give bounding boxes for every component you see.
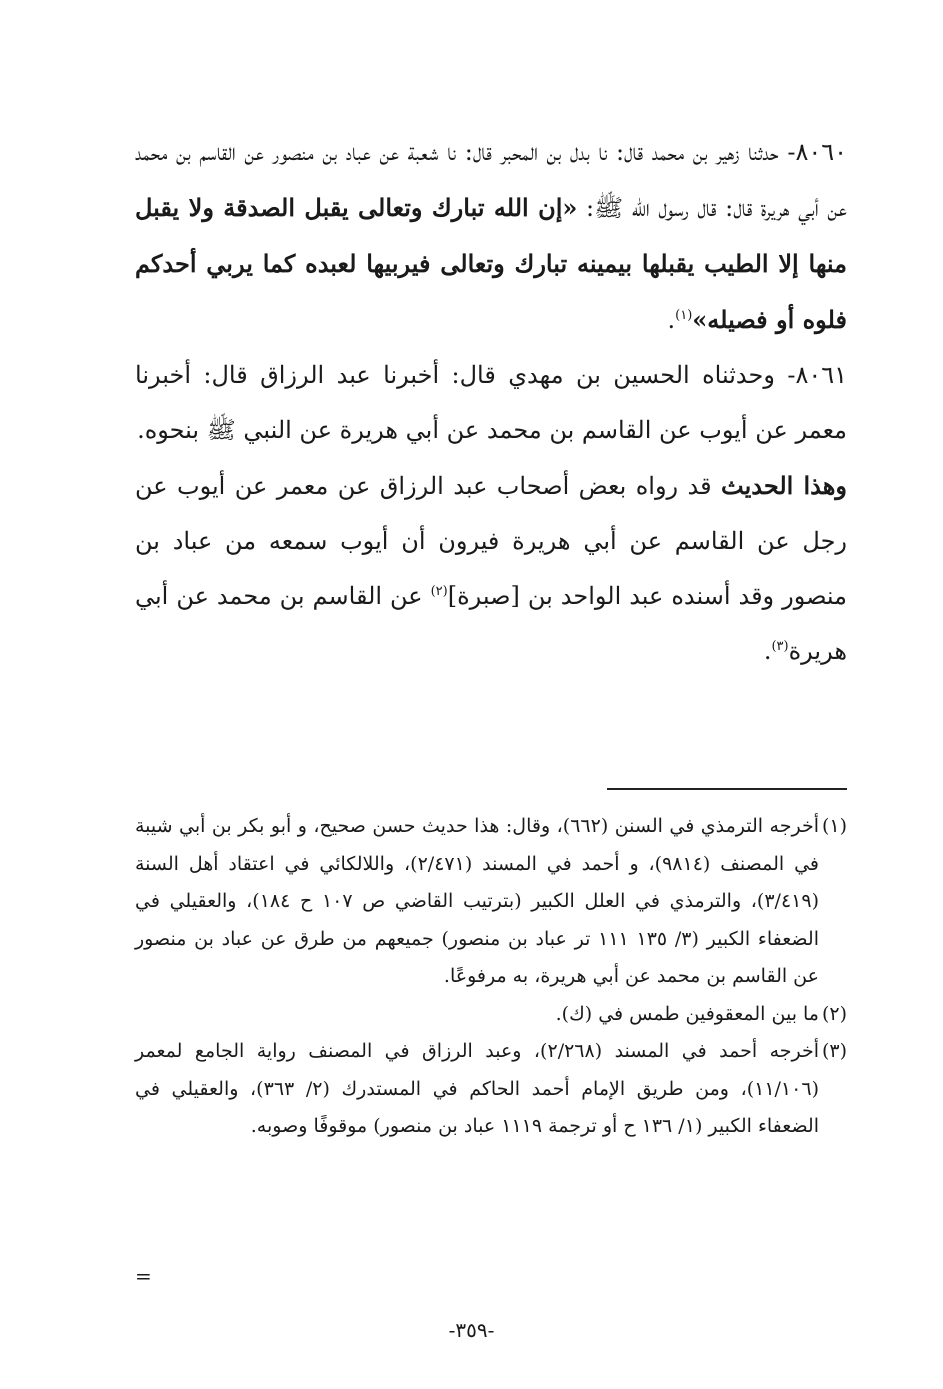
hadith-8060-matn: «إن الله تبارك وتعالى يقبل الصدقة ولا يقبل منها إلا الطيب يقبلها بيمينه تبارك وتعالى فيربيها لعبده كما يربي أحدكم فلوه أو فصيله»: [135, 193, 847, 334]
commentary-paragraph: [135, 458, 847, 679]
footnote-1-number: (١): [821, 815, 847, 837]
footnote-2-number: (٢): [821, 1002, 847, 1025]
hadith-8060: [135, 125, 847, 348]
footnote-ref-3[interactable]: (٣): [771, 639, 789, 654]
footnote-2-text: ما بين المعقوفين طمس في (ك).: [555, 1002, 819, 1025]
main-text: [135, 125, 847, 679]
footnote-3-number: (٣): [821, 1040, 848, 1062]
footnote-3: [135, 1033, 847, 1146]
footnote-1: [135, 808, 847, 996]
hadith-8060-isnad: ٨٠٦٠- حدثنا زهير بن محمد قال: نا بدل بن المحبر قال: نا شعبة عن عباد بن منصور عن القاسم بن محمد عن أبي هريرة قال: قال رسول الله ﷺ:: [135, 138, 847, 222]
hadith-8060-end: .: [667, 306, 676, 334]
commentary-text-2: عن القاسم بن محمد عن أبي هريرة: [135, 582, 847, 665]
footnotes-section: [135, 808, 847, 1146]
footnote-2: [135, 996, 847, 1034]
footnote-divider: [607, 788, 847, 790]
page-number: -٣٥٩-: [448, 1318, 495, 1342]
hadith-8061-text: ٨٠٦١- وحدثناه الحسين بن مهدي قال: أخبرنا عبد الرزاق قال: أخبرنا معمر عن أيوب عن القاسم بن محمد عن أبي هريرة عن النبي ﷺ بنحوه.: [135, 361, 847, 444]
commentary-end: .: [763, 637, 772, 665]
footnote-3-text: أخرجه أحمد في المسند (٢/٢٦٨)، وعبد الرزاق في المصنف رواية الجامع لمعمر (١١/١٠٦)، ومن طريق الإمام أحمد الحاكم في المستدرك (٢/ ٣٦٣)، والعقيلي في الضعفاء الكبير (١/ ١٣٦ ح أو ترجمة ١١١٩ عباد بن منصور) موقوفًا وصوبه.: [135, 1040, 820, 1137]
commentary-text-1: قد رواه بعض أصحاب عبد الرزاق عن معمر عن أيوب عن رجل عن القاسم عن أبي هريرة فيرون أن أيوب سمعه من عباد بن منصور وقد أسنده عبد الواحد بن [صبرة]: [135, 472, 848, 610]
footnote-ref-2[interactable]: (٢): [430, 584, 448, 599]
footnote-1-text: أخرجه الترمذي في السنن (٦٦٢)، وقال: هذا حديث حسن صحيح، و أبو بكر بن أبي شيبة في المصنف (٩٨١٤)، و أحمد في المسند (٢/٤٧١)، واللالكائي في اعتقاد أهل السنة (٣/٤١٩)، والترمذي في العلل الكبير (بترتيب القاضي ص ١٠٧ ح ١٨٤)، والعقيلي في الضعفاء الكبير (٣/ ١٣٥ ١١١ تر عباد بن منصور) جميعهم من طرق عن عباد بن منصور عن القاسم بن محمد عن أبي هريرة، به مرفوعًا.: [135, 815, 819, 987]
commentary-lead: وهذا الحديث: [721, 471, 847, 500]
hadith-8061: [135, 348, 847, 458]
footnote-ref-1[interactable]: (١): [675, 308, 693, 323]
continuation-mark: =: [135, 1264, 152, 1288]
